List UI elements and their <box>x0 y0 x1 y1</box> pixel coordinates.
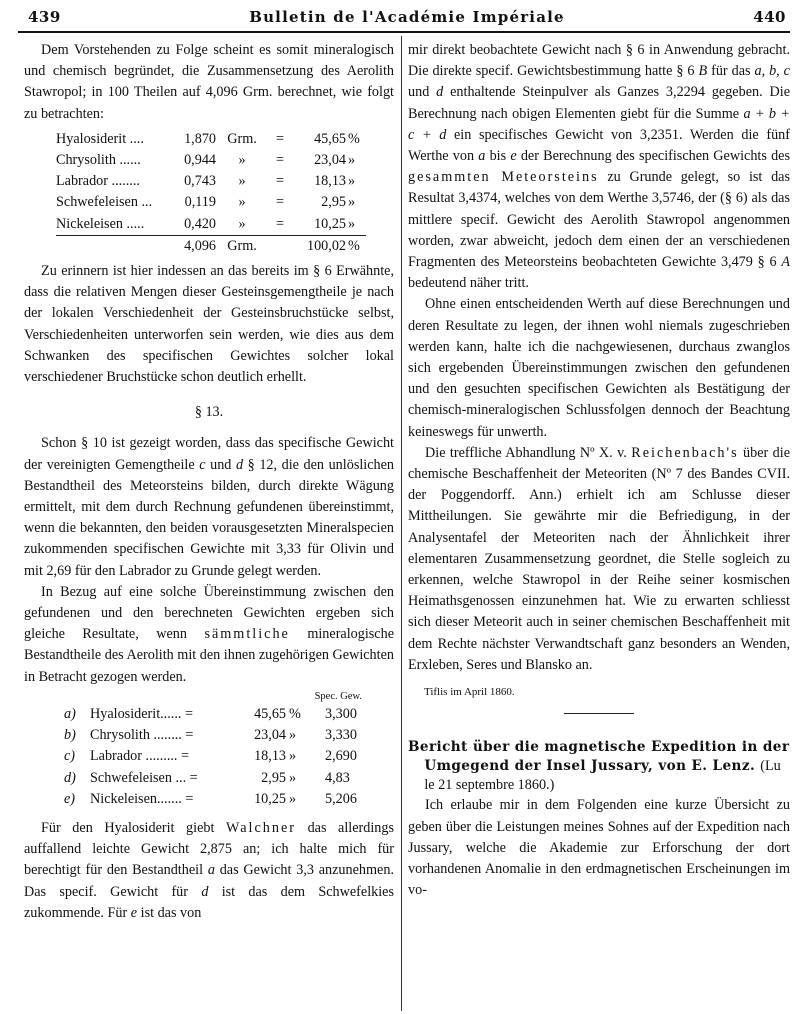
left-column <box>24 40 394 924</box>
page-number-left: 439 <box>28 8 61 26</box>
percent-value: 2,95 <box>321 194 346 211</box>
spec-gew-header: Spec. Gew. <box>314 690 362 702</box>
header-rule <box>18 31 790 33</box>
mineral-name: Chrysolith ...... <box>56 152 141 169</box>
spec-row <box>64 746 385 767</box>
row-label: a) <box>64 705 76 722</box>
mineral-name: Labrador ......... = <box>90 748 190 765</box>
total-grams: 4,096 <box>176 235 216 257</box>
row-label: b) <box>64 727 76 744</box>
percent-unit: » <box>289 790 297 807</box>
percent-value: 45,65 <box>254 705 286 722</box>
paragraph-intro: Dem Vorstehenden zu Folge scheint es somit mineralogisch und chemisch begründet, die Zusammensetzung des Aerolith Stawropol; in 100 Theilen auf 4,096 Grm. berechnet, wie folgt zu betrachten: <box>24 42 394 122</box>
specific-gravity-table <box>64 704 385 810</box>
grams-value: 0,743 <box>184 173 216 190</box>
grams-unit: » <box>238 215 246 232</box>
paragraph-section13: Schon § 10 ist gezeigt worden, dass das specifische Gewicht der vereinigten Gemengtheile c und d § 12, die den unlöslichen Bestandtheil des Meteorsteins bilden, durch direkte Wägung ermittelt, mit dem durch Rechnung gefundenen übereinstimmt, wenn die bekannten, den beiden vorausgesetzten Mineralspecien zukommenden specifischen Gewichte mit 3,33 für Olivin und mit 2,69 für den Labrador zu Grunde gelegt werden. <box>24 435 395 579</box>
paragraph-variation: Zu erinnern ist hier indessen an das bereits im § 6 Erwähnte, dass die relativen Mengen dieser Gesteinsgemengtheile je nach der lokalen Verschiedenheit der Gesteinsbruchstücke selbst, Verschiedenheiten unterworfen sein werden, wie dies aus dem Schwanken des specifischen Gewichtes solcher lokal verschiedener Bruchstücke schon deutlich erhellt. <box>24 263 394 386</box>
dateline: Tiflis im April 1860. <box>424 686 515 699</box>
percent-value: 2,95 <box>261 769 286 786</box>
percent-unit: » <box>348 194 356 211</box>
mineral-name: Nickeleisen ..... <box>56 215 145 232</box>
percent-value: 10,25 <box>314 215 346 232</box>
grams-unit: » <box>238 152 246 169</box>
grams-value: 0,119 <box>184 194 216 211</box>
composition-row <box>56 192 366 213</box>
mineral-name: Nickeleisen....... = <box>90 790 194 807</box>
equals-sign: = <box>275 215 284 232</box>
composition-row <box>56 214 366 236</box>
blank <box>268 235 292 257</box>
percent-unit: » <box>289 748 297 765</box>
mineral-name: Schwefeleisen ... <box>56 194 153 211</box>
spec-row <box>64 704 385 725</box>
composition-row <box>56 171 366 192</box>
mineral-name: Chrysolith ........ = <box>90 727 194 744</box>
percent-value: 10,25 <box>254 790 286 807</box>
blank <box>56 235 176 257</box>
variable-c: c <box>199 456 206 473</box>
percent-unit: » <box>348 173 356 190</box>
row-label: e) <box>64 790 76 807</box>
percent-value: 45,65 <box>314 130 346 147</box>
paragraph-report-intro: Ich erlaube mir in dem Folgenden eine kurze Übersicht zu geben über die Leistungen meines Sohnes auf der Expedition nach Jussary, welche die Akademie zur Erforschung der dort vorhandenen Anomalie in den erdmagnetischen Erscheinungen im vo- <box>408 797 790 899</box>
section-heading: § 13. <box>194 404 224 421</box>
mineral-name: Hyalosiderit .... <box>56 130 144 147</box>
paragraph-conclusion: Ohne einen entscheidenden Werth auf diese Berechnungen und deren Resultate zu legen, der ihnen wohl niemals zugeschrieben werden kann, halte ich die nachgewiesenen, durchaus zwanglos sich ergebenden Übereinstimmungen zwischen den gefundenen und den gesuchten specifischen Gewichten als Bestätigung der chemisch-mineralogischen Schlussfolgen dennoch der Beachtung keineswegs für unwerth. <box>408 296 790 440</box>
percent-unit: » <box>348 215 356 232</box>
equals-sign: = <box>275 130 284 147</box>
mineral-name: Hyalosiderit...... = <box>90 705 193 722</box>
total-unit: Grm. <box>216 235 268 257</box>
percent-value: 18,13 <box>254 748 286 765</box>
grams-value: 0,944 <box>184 152 216 169</box>
percent-unit: » <box>289 769 297 786</box>
total-percent-unit: % <box>346 235 366 257</box>
equals-sign: = <box>275 194 284 211</box>
specific-gravity: 3,330 <box>325 727 357 744</box>
right-column <box>408 40 790 901</box>
percent-unit: % <box>348 130 360 147</box>
grams-value: 1,870 <box>184 130 216 147</box>
specific-gravity: 2,690 <box>325 748 357 765</box>
composition-row <box>56 150 366 171</box>
percent-unit: » <box>289 727 297 744</box>
column-divider <box>401 36 402 1011</box>
grams-unit: Grm. <box>227 130 257 147</box>
page-header <box>28 8 786 30</box>
spec-row <box>64 768 385 789</box>
grams-value: 0,420 <box>184 215 216 232</box>
equals-sign: = <box>275 152 284 169</box>
spec-row <box>64 725 385 746</box>
specific-gravity: 4,83 <box>325 769 350 786</box>
row-label: c) <box>64 748 76 765</box>
total-percent: 100,02 <box>292 235 346 257</box>
percent-value: 18,13 <box>314 173 346 190</box>
separator-rule <box>564 713 634 714</box>
spec-row <box>64 789 385 810</box>
composition-row <box>56 129 366 150</box>
row-label: d) <box>64 769 76 786</box>
grams-unit: » <box>238 194 246 211</box>
running-title: Bulletin de l'Académie Impériale <box>249 8 565 26</box>
variable-d: d <box>235 456 244 473</box>
report-title: Bericht über die magnetische Expedition in der Umgegend der Insel Jussary, von E. Lenz. (Lu le 21 septembre 1860.) <box>408 739 790 794</box>
composition-total-row <box>56 235 366 257</box>
paragraph-agreement: In Bezug auf eine solche Übereinstimmung zwischen den gefundenen und den berechneten Gewichten ergeben sich gleiche Resultate, wenn sämmtliche mineralogische Bestandtheile des Aerolith mit den ihnen zugehörigen Gewichten in Betracht gezogen werden. <box>24 583 394 685</box>
paragraph-walchner: Für den Hyalosiderit giebt Walchner das allerdings auffallend leichte Gewicht 2,875 an; ich halte mich für berechtigt für den Bestandtheil a das Gewicht 3,3 anzunehmen. Das specif. Gewicht für d ist das dem Schwefelkies zukommende. Für e ist das von <box>24 819 395 921</box>
percent-value: 23,04 <box>254 727 286 744</box>
mineral-name: Labrador ........ <box>56 173 140 190</box>
paragraph-reichenbach: Die treffliche Abhandlung Nº X. v. Reichenbach's über die chemische Beschaffenheit der Meteoriten (Nº 7 des Bandes CVII. der Poggendorff. Ann.) erhielt ich am Schlusse dieser Mittheilungen. Sie gewährte mir die Befriedigung, in der Analysentafel der Meteoriten nach der Ähnlichkeit ihrer elementaren Zusammensetzung geordnet, die Stelle sogleich zu erkennen, welche Stawropol in der Reihe seiner kosmischen Heimathsgenossen einzunehmen hat. Wie zu erwarten schliesst sich dieser Meteorit auch in seiner chemischen Beschaffenheit mit dem Rechte nächster Verwandtschaft ganz besonders an Wenden, Erxleben, Seres und Blansko an. <box>408 444 790 673</box>
report-date: (Lu le 21 septembre 1860.) <box>424 758 781 794</box>
mineral-name: Schwefeleisen ... = <box>90 769 198 786</box>
percent-unit: % <box>289 705 301 722</box>
equals-sign: = <box>275 173 284 190</box>
paragraph-continuation: mir direkt beobachtete Gewicht nach § 6 in Anwendung gebracht. Die direkte specif. Gewichtsbestimmung hatte § 6 B für das a, b, c und d enthaltende Steinpulver als Ganzes 3,2294 gegeben. Die Berechnung nach obigen Elementen giebt für die Summe a + b + c + d ein specifisches Gewicht von 3,2351. Werden die fünf Werthe von a bis e der Berechnung des specifischen Gewichts des gesammten Meteorsteins zu Grunde gelegt, so ist das Resultat 3,4374, welches von dem Werthe 3,5746, der (§ 6) als das mittlere specif. Gewicht des Aerolith Stawropol angenommen worden, zwar abweicht, jedoch dem einen der an verschiedenen Fragmenten des Meteorsteins beobachteten Gewichte 3,479 § 6 A bedeutend näher tritt. <box>408 42 791 292</box>
specific-gravity: 5,206 <box>325 790 357 807</box>
percent-value: 23,04 <box>314 152 346 169</box>
composition-table <box>56 129 366 257</box>
percent-unit: » <box>348 152 356 169</box>
page-number-right: 440 <box>753 8 786 26</box>
grams-unit: » <box>238 173 246 190</box>
specific-gravity: 3,300 <box>325 705 357 722</box>
